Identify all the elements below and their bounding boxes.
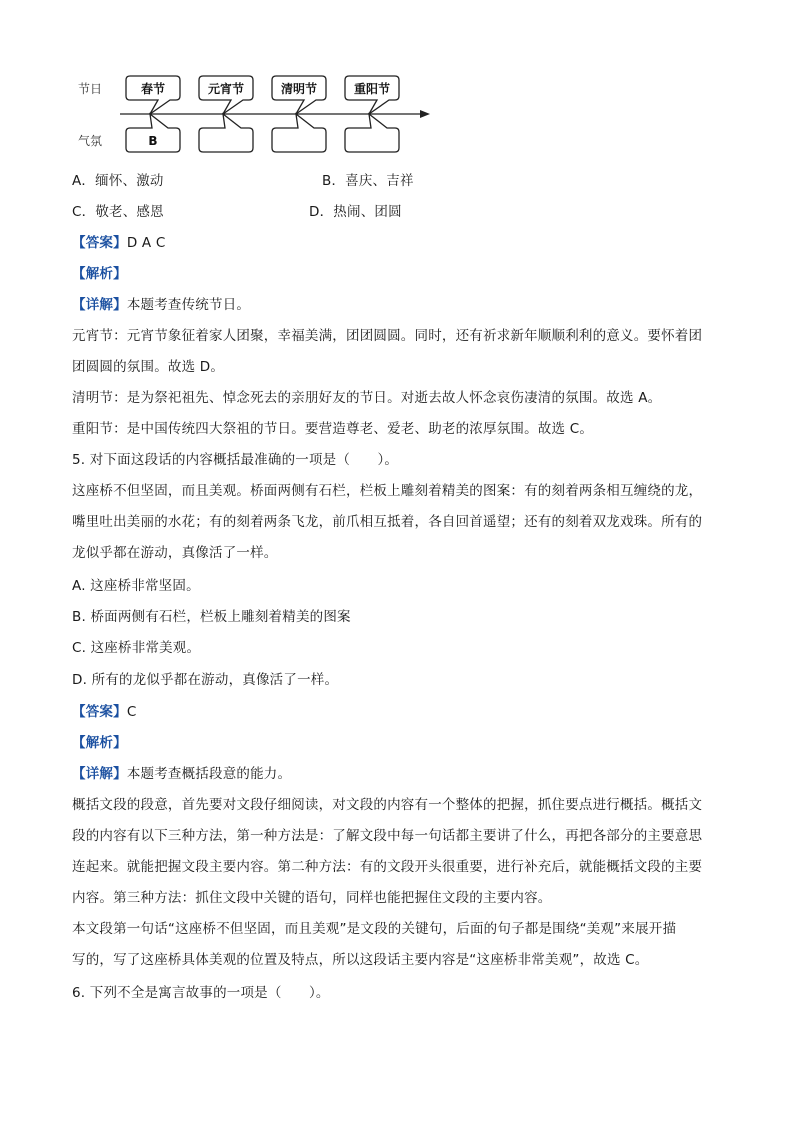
answer-value: C: [126, 704, 137, 720]
analysis-label: 【解析】: [72, 266, 127, 282]
row-label-festival: 节日: [78, 82, 103, 96]
analysis-label: 【解析】: [72, 735, 127, 751]
q5-line-2: 段的内容有以下三种方法，第一种方法是：了解文段中每一句话都主要讲了什么，再把各部分的主要意思: [72, 828, 703, 844]
q5-line-4: 内容。第三种方法：抓住文段中关键的语句，同样也能把握住文段的主要内容。: [72, 890, 552, 906]
answer-value: D A C: [126, 235, 166, 251]
timeline-svg: [72, 68, 442, 160]
q5-option-a: A. 这座桥非常坚固。: [72, 578, 200, 594]
mood-answer-box: [199, 114, 253, 152]
q4-analysis: [72, 264, 127, 284]
detail-text: 本题考查概括段意的能力。: [126, 766, 292, 782]
q5-line-3: 连起来。就能把握文段主要内容。第二种方法：有的文段开头很重要，进行补充后，就能概括文段的主要: [72, 859, 703, 875]
q4-detail: [72, 295, 250, 315]
q5-passage-3: 龙似乎都在游动，真像活了一样。: [72, 545, 278, 561]
q4-option-c: C．敬老、感恩: [72, 204, 164, 220]
q5-line-1: 概括文段的段意，首先要对文段仔细阅读，对文段的内容有一个整体的把握，抓住要点进行概括。概括文: [72, 797, 703, 813]
q4-answer: [72, 233, 165, 253]
festival-name: 春节: [140, 82, 166, 96]
answer-label: 【答案】: [72, 704, 127, 720]
answer-label: 【答案】: [72, 235, 127, 251]
row-label-mood: 气氛: [78, 134, 103, 148]
q5-option-d: D. 所有的龙似乎都在游动，真像活了一样。: [72, 672, 339, 688]
q5-passage-1: 这座桥不但坚固，而且美观。桥面两侧有石栏，栏板上雕刻着精美的图案：有的刻着两条相互缠绕的龙，: [72, 483, 703, 499]
q5-line-5: 本文段第一句话“这座桥不但坚固，而且美观”是文段的关键句，后面的句子都是围绕“美观”来展开描: [72, 921, 677, 937]
mood-answer-box: [272, 114, 326, 152]
mood-answer-box: [345, 114, 399, 152]
mood-answer: B: [148, 134, 158, 148]
detail-text: 本题考查传统节日。: [126, 297, 251, 313]
q5-passage-2: 嘴里吐出美丽的水花；有的刻着两条飞龙，前爪相互抵着，各自回首遥望；还有的刻着双龙戏珠。所有的: [72, 514, 703, 530]
q4-line-2: 团圆圆的氛围。故选 D。: [72, 359, 225, 375]
q4-line-1: 元宵节：元宵节象征着家人团聚，幸福美满，团团圆圆。同时，还有祈求新年顺顺利利的意义。要怀着团: [72, 328, 703, 344]
q4-option-d: D．热闹、团圆: [309, 204, 402, 220]
q5-analysis: [72, 733, 127, 753]
q4-line-4: 重阳节：是中国传统四大祭祖的节日。要营造尊老、爱老、助老的浓厚氛围。故选 C。: [72, 421, 594, 437]
q5-question: 5. 对下面这段话的内容概括最准确的一项是（ ）。: [72, 452, 399, 468]
q5-option-c: C. 这座桥非常美观。: [72, 640, 201, 656]
q5-detail: [72, 764, 291, 784]
q4-option-b: B．喜庆、吉祥: [322, 173, 414, 189]
festival-name: 元宵节: [207, 82, 245, 96]
q4-line-3: 清明节：是为祭祀祖先、悼念死去的亲朋好友的节日。对逝去故人怀念哀伤凄清的氛围。故选 A。: [72, 390, 662, 406]
festival-name: 清明节: [280, 82, 318, 96]
q5-line-6: 写的，写了这座桥具体美观的位置及特点，所以这段话主要内容是“这座桥非常美观”，故选 C。: [72, 952, 649, 968]
festival-name: 重阳节: [353, 82, 391, 96]
q4-option-a: A．缅怀、激动: [72, 173, 164, 189]
q6-question: 6. 下列不全是寓言故事的一项是（ ）。: [72, 985, 330, 1001]
q5-option-b: B. 桥面两侧有石栏，栏板上雕刻着精美的图案: [72, 609, 351, 625]
detail-label: 【详解】: [72, 766, 127, 782]
festival-timeline-diagram: [72, 68, 442, 160]
arrow-head-icon: [420, 110, 430, 118]
detail-label: 【详解】: [72, 297, 127, 313]
q5-answer: [72, 702, 136, 722]
